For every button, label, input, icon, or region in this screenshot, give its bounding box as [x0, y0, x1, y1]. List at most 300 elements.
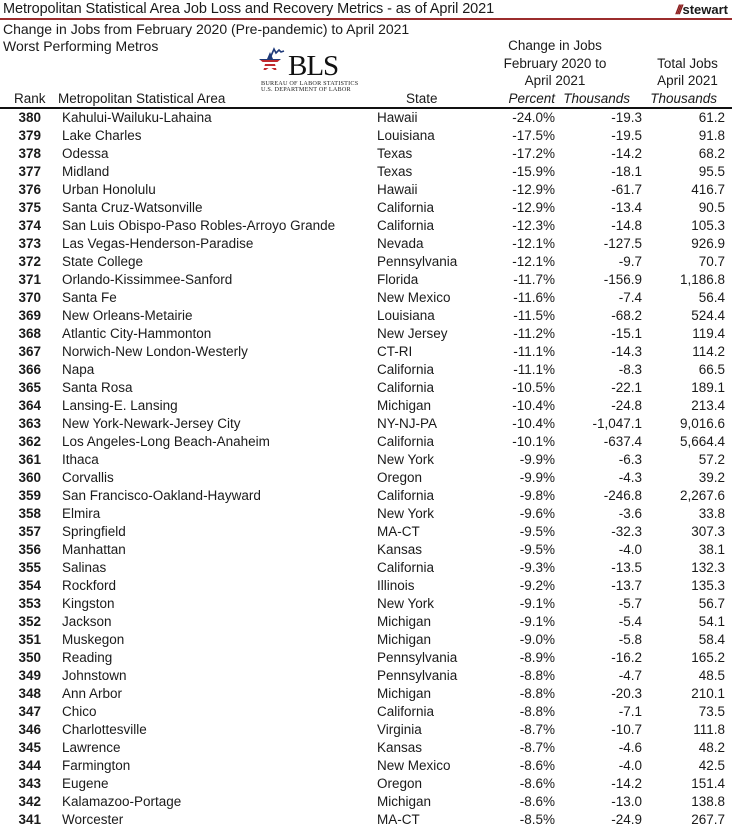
rank-cell: 373 — [18, 236, 41, 251]
percent-cell: -24.0% — [512, 110, 555, 125]
total-jobs-cell: 56.7 — [698, 596, 725, 611]
percent-cell: -9.1% — [519, 596, 555, 611]
rank-cell: 369 — [18, 308, 41, 323]
title-bar — [0, 0, 732, 20]
state-cell: Oregon — [377, 470, 423, 485]
area-cell: Eugene — [62, 776, 109, 791]
total-jobs-cell: 39.2 — [698, 470, 725, 485]
percent-cell: -9.5% — [519, 542, 555, 557]
thousands-cell: -4.3 — [618, 470, 642, 485]
thousands-cell: -13.0 — [611, 794, 642, 809]
rank-cell: 364 — [18, 398, 41, 413]
table-row — [0, 415, 732, 433]
total-jobs-cell: 95.5 — [698, 164, 725, 179]
header-change-line2: February 2020 to — [503, 56, 607, 71]
total-jobs-cell: 307.3 — [691, 524, 725, 539]
thousands-cell: -13.7 — [611, 578, 642, 593]
rank-cell: 371 — [18, 272, 41, 287]
state-cell: Louisiana — [377, 128, 435, 143]
percent-cell: -8.7% — [519, 722, 555, 737]
area-cell: Kingston — [62, 596, 115, 611]
area-cell: Elmira — [62, 506, 101, 521]
rank-cell: 365 — [18, 380, 41, 395]
header-change-line1: Change in Jobs — [508, 38, 602, 53]
area-cell: Reading — [62, 650, 113, 665]
area-cell: Santa Fe — [62, 290, 117, 305]
percent-cell: -15.9% — [512, 164, 555, 179]
area-cell: Santa Cruz-Watsonville — [62, 200, 203, 215]
total-jobs-cell: 416.7 — [691, 182, 725, 197]
thousands-cell: -8.3 — [618, 362, 642, 377]
thousands-cell: -6.3 — [618, 452, 642, 467]
rank-cell: 377 — [18, 164, 41, 179]
total-jobs-cell: 54.1 — [698, 614, 725, 629]
table-row — [0, 451, 732, 469]
total-jobs-cell: 138.8 — [691, 794, 725, 809]
percent-cell: -11.2% — [513, 326, 555, 341]
total-jobs-cell: 91.8 — [698, 128, 725, 143]
percent-cell: -8.6% — [519, 794, 555, 809]
state-cell: New York — [377, 596, 435, 611]
total-jobs-cell: 56.4 — [698, 290, 725, 305]
total-jobs-cell: 210.1 — [691, 686, 725, 701]
table-row — [0, 397, 732, 415]
rank-cell: 356 — [18, 542, 41, 557]
header-total-line2: April 2021 — [657, 73, 718, 88]
percent-cell: -9.6% — [519, 506, 555, 521]
table-row — [0, 685, 732, 703]
percent-cell: -9.8% — [519, 488, 555, 503]
state-cell: Michigan — [377, 794, 432, 809]
rank-cell: 366 — [18, 362, 41, 377]
table-row — [0, 271, 732, 289]
metro-table — [0, 109, 732, 829]
rank-cell: 376 — [18, 182, 41, 197]
total-jobs-cell: 114.2 — [692, 344, 725, 359]
thousands-cell: -246.8 — [603, 488, 642, 503]
table-row — [0, 307, 732, 325]
rank-cell: 374 — [18, 218, 41, 233]
rank-cell: 345 — [18, 740, 41, 755]
table-row — [0, 145, 732, 163]
percent-cell: -8.5% — [519, 812, 555, 827]
rank-cell: 370 — [18, 290, 41, 305]
table-row — [0, 505, 732, 523]
subtitle-worst-metros: Worst Performing Metros — [3, 38, 159, 54]
header-change-line3: April 2021 — [524, 73, 586, 88]
rank-cell: 350 — [18, 650, 41, 665]
area-cell: Ithaca — [62, 452, 99, 467]
percent-cell: -9.9% — [519, 470, 555, 485]
state-cell: Michigan — [377, 398, 432, 413]
percent-cell: -11.5% — [513, 308, 555, 323]
state-cell: New York — [377, 452, 435, 467]
thousands-cell: -20.3 — [611, 686, 642, 701]
state-cell: Texas — [377, 164, 413, 179]
table-row — [0, 433, 732, 451]
total-jobs-cell: 38.1 — [698, 542, 725, 557]
thousands-cell: -19.3 — [611, 110, 642, 125]
bls-logo-line1: BUREAU OF LABOR STATISTICS — [261, 80, 359, 87]
rank-cell: 378 — [18, 146, 41, 161]
thousands-cell: -156.9 — [603, 272, 642, 287]
state-cell: Kansas — [377, 740, 423, 755]
table-row — [0, 199, 732, 217]
header-total-thousands: Thousands — [650, 91, 717, 106]
percent-cell: -9.0% — [519, 632, 555, 647]
table-row — [0, 523, 732, 541]
percent-cell: -10.1% — [512, 434, 555, 449]
percent-cell: -17.5% — [512, 128, 555, 143]
total-jobs-cell: 48.2 — [698, 740, 725, 755]
state-cell: California — [377, 488, 435, 503]
percent-cell: -8.7% — [519, 740, 555, 755]
table-row — [0, 343, 732, 361]
area-cell: Orlando-Kissimmee-Sanford — [62, 272, 233, 287]
table-row — [0, 757, 732, 775]
table-row — [0, 253, 732, 271]
thousands-cell: -24.9 — [611, 812, 642, 827]
percent-cell: -10.4% — [512, 398, 555, 413]
state-cell: Michigan — [377, 614, 432, 629]
thousands-cell: -61.7 — [611, 182, 642, 197]
state-cell: New Mexico — [377, 290, 451, 305]
table-row — [0, 163, 732, 181]
percent-cell: -8.8% — [519, 686, 555, 701]
state-cell: Pennsylvania — [377, 254, 458, 269]
rank-cell: 380 — [18, 110, 41, 125]
area-cell: Rockford — [62, 578, 117, 593]
rank-cell: 357 — [18, 524, 41, 539]
rank-cell: 353 — [18, 596, 41, 611]
total-jobs-cell: 1,186.8 — [679, 272, 725, 287]
total-jobs-cell: 57.2 — [698, 452, 725, 467]
thousands-cell: -10.7 — [611, 722, 642, 737]
area-cell: State College — [62, 254, 144, 269]
thousands-cell: -13.4 — [611, 200, 642, 215]
table-row — [0, 739, 732, 757]
percent-cell: -8.8% — [519, 668, 555, 683]
percent-cell: -12.1% — [512, 254, 555, 269]
state-cell: Michigan — [377, 686, 432, 701]
total-jobs-cell: 61.2 — [698, 110, 725, 125]
rank-cell: 367 — [18, 344, 41, 359]
total-jobs-cell: 2,267.6 — [679, 488, 725, 503]
thousands-cell: -4.0 — [618, 542, 642, 557]
total-jobs-cell: 105.3 — [691, 218, 725, 233]
thousands-cell: -22.1 — [611, 380, 642, 395]
state-cell: New Jersey — [377, 326, 448, 341]
total-jobs-cell: 68.2 — [698, 146, 725, 161]
state-cell: New Mexico — [377, 758, 451, 773]
percent-cell: -12.9% — [512, 200, 555, 215]
rank-cell: 360 — [18, 470, 41, 485]
thousands-cell: -14.2 — [611, 146, 642, 161]
percent-cell: -9.3% — [519, 560, 555, 575]
stewart-logo-text: stewart — [682, 1, 728, 17]
table-row — [0, 631, 732, 649]
percent-cell: -9.1% — [519, 614, 555, 629]
total-jobs-cell: 165.2 — [691, 650, 725, 665]
area-cell: Los Angeles-Long Beach-Anaheim — [62, 434, 270, 449]
table-row — [0, 379, 732, 397]
state-cell: Virginia — [377, 722, 422, 737]
table-row — [0, 613, 732, 631]
table-row — [0, 577, 732, 595]
area-cell: New Orleans-Metairie — [62, 308, 193, 323]
thousands-cell: -14.3 — [611, 344, 642, 359]
percent-cell: -8.8% — [519, 704, 555, 719]
thousands-cell: -127.5 — [603, 236, 642, 251]
rank-cell: 355 — [18, 560, 41, 575]
header-thousands: Thousands — [563, 91, 630, 106]
total-jobs-cell: 213.4 — [691, 398, 725, 413]
state-cell: Pennsylvania — [377, 668, 458, 683]
thousands-cell: -68.2 — [611, 308, 642, 323]
area-cell: Ann Arbor — [62, 686, 123, 701]
total-jobs-cell: 66.5 — [698, 362, 725, 377]
state-cell: California — [377, 362, 435, 377]
table-row — [0, 487, 732, 505]
percent-cell: -11.7% — [513, 272, 555, 287]
total-jobs-cell: 33.8 — [698, 506, 725, 521]
thousands-cell: -5.4 — [618, 614, 642, 629]
header-total-line1: Total Jobs — [657, 56, 718, 71]
state-cell: MA-CT — [377, 524, 420, 539]
table-row — [0, 541, 732, 559]
rank-cell: 347 — [18, 704, 41, 719]
area-cell: Salinas — [62, 560, 107, 575]
thousands-cell: -7.1 — [618, 704, 642, 719]
state-cell: Louisiana — [377, 308, 435, 323]
state-cell: CT-RI — [377, 344, 413, 359]
rank-cell: 349 — [18, 668, 41, 683]
table-row — [0, 289, 732, 307]
area-cell: Worcester — [62, 812, 124, 827]
table-row — [0, 235, 732, 253]
state-cell: MA-CT — [377, 812, 420, 827]
area-cell: Kalamazoo-Portage — [62, 794, 182, 809]
rank-cell: 359 — [18, 488, 41, 503]
thousands-cell: -5.8 — [618, 632, 642, 647]
total-jobs-cell: 5,664.4 — [679, 434, 725, 449]
area-cell: Charlottesville — [62, 722, 147, 737]
thousands-cell: -7.4 — [618, 290, 642, 305]
rank-cell: 368 — [18, 326, 41, 341]
total-jobs-cell: 73.5 — [698, 704, 725, 719]
thousands-cell: -3.6 — [618, 506, 642, 521]
header-rank: Rank — [14, 91, 46, 106]
table-row — [0, 649, 732, 667]
rank-cell: 351 — [18, 632, 41, 647]
area-cell: Kahului-Wailuku-Lahaina — [62, 110, 212, 125]
table-row — [0, 559, 732, 577]
total-jobs-cell: 58.4 — [698, 632, 725, 647]
rank-cell: 354 — [18, 578, 41, 593]
table-row — [0, 469, 732, 487]
rank-cell: 341 — [18, 812, 41, 827]
area-cell: Muskegon — [62, 632, 125, 647]
area-cell: Urban Honolulu — [62, 182, 156, 197]
area-cell: Manhattan — [62, 542, 126, 557]
stewart-logo-icon: /// — [675, 1, 681, 17]
thousands-cell: -32.3 — [611, 524, 642, 539]
area-cell: Napa — [62, 362, 95, 377]
state-cell: Illinois — [377, 578, 415, 593]
state-cell: California — [377, 218, 435, 233]
thousands-cell: -24.8 — [611, 398, 642, 413]
thousands-cell: -14.2 — [611, 776, 642, 791]
area-cell: Lansing-E. Lansing — [62, 398, 178, 413]
rank-cell: 361 — [18, 452, 41, 467]
thousands-cell: -14.8 — [611, 218, 642, 233]
area-cell: Johnstown — [62, 668, 127, 683]
rank-cell: 348 — [18, 686, 41, 701]
table-row — [0, 721, 732, 739]
percent-cell: -8.6% — [519, 776, 555, 791]
table-row — [0, 361, 732, 379]
state-cell: Hawaii — [377, 182, 418, 197]
percent-cell: -8.6% — [519, 758, 555, 773]
total-jobs-cell: 267.7 — [691, 812, 725, 827]
rank-cell: 344 — [18, 758, 41, 773]
state-cell: Oregon — [377, 776, 423, 791]
total-jobs-cell: 926.9 — [691, 236, 725, 251]
state-cell: Pennsylvania — [377, 650, 458, 665]
table-row — [0, 667, 732, 685]
page-title: Metropolitan Statistical Area Job Loss and Recovery Metrics - as of April 2021 — [3, 1, 495, 17]
thousands-cell: -19.5 — [611, 128, 642, 143]
area-cell: San Francisco-Oakland-Hayward — [62, 488, 261, 503]
total-jobs-cell: 111.8 — [693, 722, 725, 737]
total-jobs-cell: 70.7 — [698, 254, 725, 269]
rank-cell: 375 — [18, 200, 41, 215]
table-row — [0, 109, 732, 127]
state-cell: Nevada — [377, 236, 424, 251]
state-cell: California — [377, 434, 435, 449]
percent-cell: -9.2% — [519, 578, 555, 593]
percent-cell: -10.4% — [512, 416, 555, 431]
table-row — [0, 127, 732, 145]
area-cell: Norwich-New London-Westerly — [62, 344, 248, 359]
rank-cell: 372 — [18, 254, 41, 269]
percent-cell: -11.6% — [513, 290, 555, 305]
thousands-cell: -9.7 — [618, 254, 642, 269]
thousands-cell: -18.1 — [611, 164, 642, 179]
area-cell: Midland — [62, 164, 110, 179]
state-cell: NY-NJ-PA — [377, 416, 438, 431]
rank-cell: 358 — [18, 506, 41, 521]
bls-logo-line2: U.S. DEPARTMENT OF LABOR — [261, 86, 351, 93]
area-cell: Corvallis — [62, 470, 114, 485]
rank-cell: 379 — [18, 128, 41, 143]
area-cell: New York-Newark-Jersey City — [62, 416, 241, 431]
bls-star-icon — [258, 46, 288, 76]
rank-cell: 342 — [18, 794, 41, 809]
table-row — [0, 811, 732, 829]
thousands-cell: -4.6 — [618, 740, 642, 755]
table-row — [0, 775, 732, 793]
rank-cell: 352 — [18, 614, 41, 629]
percent-cell: -11.1% — [513, 344, 555, 359]
area-cell: Farmington — [62, 758, 131, 773]
area-cell: Santa Rosa — [62, 380, 133, 395]
percent-cell: -12.9% — [512, 182, 555, 197]
state-cell: Texas — [377, 146, 413, 161]
total-jobs-cell: 151.4 — [691, 776, 725, 791]
table-row — [0, 595, 732, 613]
header-percent: Percent — [508, 91, 555, 106]
rank-cell: 363 — [18, 416, 41, 431]
percent-cell: -9.5% — [519, 524, 555, 539]
thousands-cell: -13.5 — [611, 560, 642, 575]
state-cell: Florida — [377, 272, 419, 287]
state-cell: New York — [377, 506, 435, 521]
state-cell: Hawaii — [377, 110, 418, 125]
state-cell: California — [377, 704, 435, 719]
area-cell: Lawrence — [62, 740, 121, 755]
area-cell: Atlantic City-Hammonton — [62, 326, 212, 341]
state-cell: Michigan — [377, 632, 432, 647]
area-cell: Las Vegas-Henderson-Paradise — [62, 236, 254, 251]
total-jobs-cell: 9,016.6 — [679, 416, 725, 431]
total-jobs-cell: 132.3 — [691, 560, 725, 575]
percent-cell: -11.1% — [513, 362, 555, 377]
thousands-cell: -5.7 — [618, 596, 642, 611]
state-cell: California — [377, 380, 435, 395]
state-cell: California — [377, 200, 435, 215]
thousands-cell: -16.2 — [611, 650, 642, 665]
total-jobs-cell: 119.4 — [692, 326, 725, 341]
thousands-cell: -4.7 — [618, 668, 642, 683]
state-cell: Kansas — [377, 542, 423, 557]
thousands-cell: -4.0 — [618, 758, 642, 773]
area-cell: Lake Charles — [62, 128, 142, 143]
total-jobs-cell: 135.3 — [691, 578, 725, 593]
table-row — [0, 325, 732, 343]
percent-cell: -12.3% — [512, 218, 555, 233]
percent-cell: -8.9% — [519, 650, 555, 665]
area-cell: Chico — [62, 704, 97, 719]
percent-cell: -17.2% — [512, 146, 555, 161]
bls-logo — [258, 46, 358, 92]
header-state: State — [406, 91, 438, 106]
thousands-cell: -15.1 — [611, 326, 642, 341]
area-cell: Jackson — [62, 614, 112, 629]
percent-cell: -9.9% — [519, 452, 555, 467]
subtitle-change: Change in Jobs from February 2020 (Pre-pandemic) to April 2021 — [3, 21, 410, 37]
state-cell: California — [377, 560, 435, 575]
table-row — [0, 703, 732, 721]
area-cell: San Luis Obispo-Paso Robles-Arroyo Grande — [62, 218, 336, 233]
stewart-logo — [676, 2, 728, 16]
thousands-cell: -1,047.1 — [592, 416, 642, 431]
table-row — [0, 793, 732, 811]
total-jobs-cell: 189.1 — [691, 380, 725, 395]
table-row — [0, 181, 732, 199]
header-area: Metropolitan Statistical Area — [58, 91, 226, 106]
rank-cell: 343 — [18, 776, 41, 791]
bls-logo-text: BLS — [288, 50, 339, 82]
total-jobs-cell: 90.5 — [698, 200, 725, 215]
total-jobs-cell: 524.4 — [691, 308, 725, 323]
percent-cell: -10.5% — [512, 380, 555, 395]
rank-cell: 346 — [18, 722, 41, 737]
percent-cell: -12.1% — [512, 236, 555, 251]
table-row — [0, 217, 732, 235]
total-jobs-cell: 42.5 — [698, 758, 725, 773]
area-cell: Odessa — [62, 146, 109, 161]
